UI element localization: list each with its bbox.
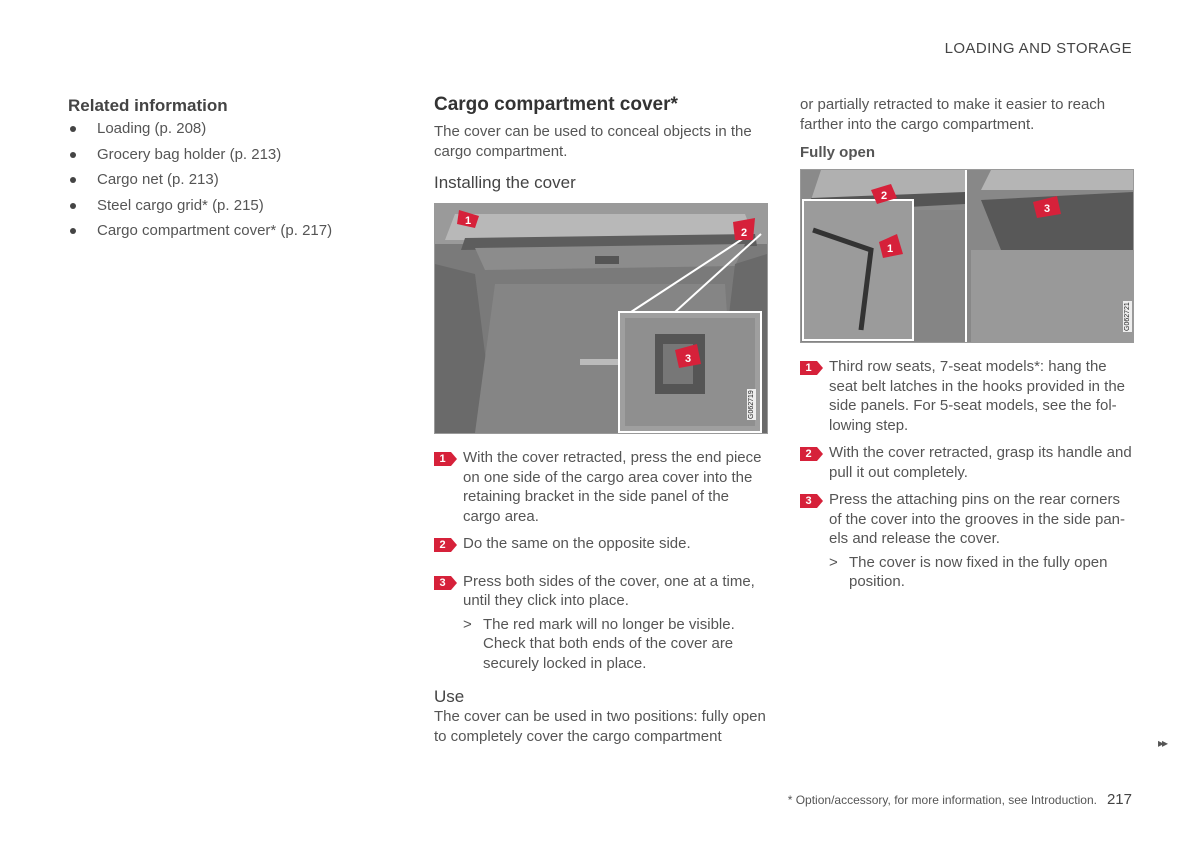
related-list [68, 120, 368, 240]
cargo-cover-illustration [435, 204, 767, 433]
svg-text:1: 1 [465, 215, 472, 227]
result-marker: > [829, 553, 838, 571]
figure-code: G062719 [748, 390, 755, 419]
related-item[interactable]: Loading (p. 208) [68, 120, 368, 138]
fully-open-figure [800, 169, 1134, 343]
fully-open-result: > The cover is now fixed in the fully open position. [829, 553, 1108, 590]
related-item[interactable]: Cargo compartment cover* (p. 217) [68, 222, 368, 240]
page-number: 217 [1106, 791, 1132, 808]
install-figure [434, 203, 768, 434]
step-number-badge: 3 [800, 494, 817, 508]
step-number-badge: 2 [800, 447, 817, 461]
fully-open-title: Fully open [800, 144, 875, 161]
bullet-icon [70, 152, 76, 158]
install-result: > The red mark will no longer be visible. Check that both ends of the cover are securely locked in place. [463, 615, 735, 672]
install-title: Installing the cover [434, 173, 576, 192]
related-item[interactable]: Grocery bag holder (p. 213) [68, 146, 368, 164]
fully-open-step: 3 Press the attaching pins on the rear corners of the cover into the grooves in the side pan- els and release the cover. [800, 490, 1134, 549]
fully-open-illustration [801, 170, 1133, 342]
fully-open-step: 1 Third row seats, 7-seat models*: hang the seat belt latches in the hooks provided in the side panels. For 5-seat models, see the fol- lowing step. [800, 357, 1134, 435]
related-item[interactable]: Steel cargo grid* (p. 215) [68, 197, 368, 215]
svg-text:1: 1 [887, 243, 894, 255]
section-header: LOADING AND STORAGE [944, 40, 1132, 57]
step-number-badge: 3 [434, 576, 451, 590]
result-marker: > [463, 615, 472, 633]
right-column [800, 95, 1134, 592]
bullet-icon [70, 126, 76, 132]
install-step: 3 Press both sides of the cover, one at a time, until they click into place. [434, 572, 768, 611]
step-number-badge: 1 [800, 361, 817, 375]
install-step: 2 Do the same on the opposite side. [434, 534, 768, 554]
footnote: * Option/accessory, for more information, see Introduction. [787, 793, 1097, 807]
bullet-icon [70, 228, 76, 234]
page-title: Cargo compartment cover* [434, 94, 678, 115]
svg-text:2: 2 [741, 227, 748, 239]
footer [788, 791, 1132, 808]
bullet-icon [70, 203, 76, 209]
related-information [68, 96, 368, 248]
use-text: The cover can be used in two positions: fully open to completely cover the cargo compartment [434, 708, 766, 745]
fully-open-step: 2 With the cover retracted, grasp its handle and pull it out completely. [800, 443, 1134, 482]
continued-arrow-icon: ▸▸ [1157, 736, 1166, 750]
install-step: 1 With the cover retracted, press the end piece on one side of the cargo area cover into the retaining bracket in the side panel of the cargo area. [434, 448, 768, 526]
svg-text:3: 3 [685, 353, 692, 365]
related-item[interactable]: Cargo net (p. 213) [68, 171, 368, 189]
use-title: Use [434, 687, 465, 706]
intro-text: The cover can be used to conceal objects in the cargo compartment. [434, 123, 752, 160]
svg-text:3: 3 [1044, 203, 1051, 215]
main-column [434, 94, 768, 746]
svg-text:2: 2 [881, 190, 888, 202]
related-title: Related information [68, 96, 228, 115]
bullet-icon [70, 177, 76, 183]
figure-code: G062721 [1124, 302, 1131, 331]
step-number-badge: 2 [434, 538, 451, 552]
continued-text: or partially retracted to make it easier to reach farther into the cargo compartment. [800, 96, 1106, 133]
step-number-badge: 1 [434, 452, 451, 466]
